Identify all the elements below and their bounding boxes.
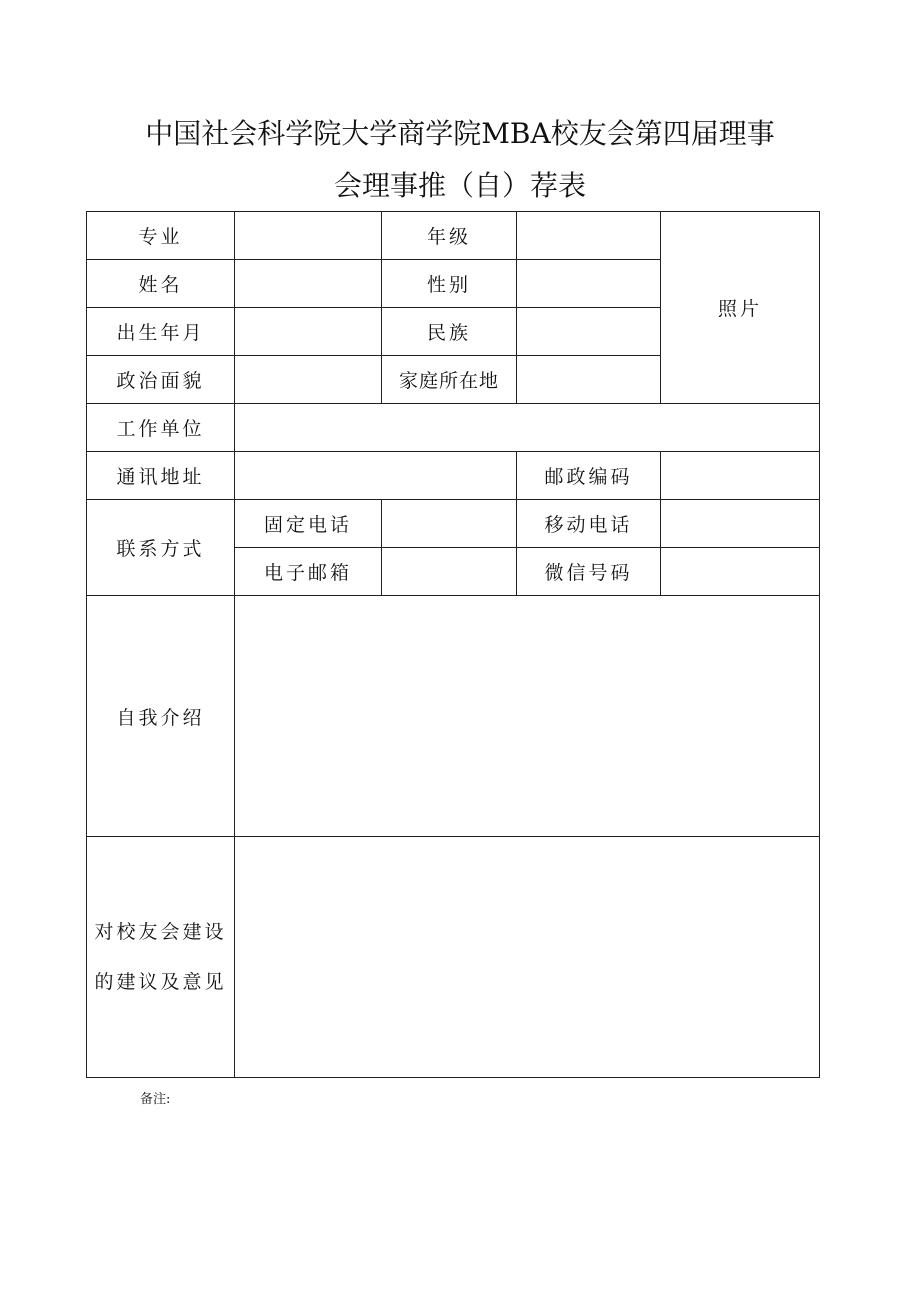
birth-field[interactable] — [235, 308, 382, 356]
gender-label: 性别 — [382, 260, 517, 308]
postcode-field[interactable] — [661, 452, 820, 500]
intro-label: 自我介绍 — [87, 596, 235, 837]
suggestion-label-line1: 对校友会建设 — [94, 921, 227, 943]
mobile-field[interactable] — [661, 500, 820, 548]
contact-label: 联系方式 — [87, 500, 235, 596]
name-label: 姓名 — [87, 260, 235, 308]
major-label: 专业 — [87, 212, 235, 260]
home-field[interactable] — [517, 356, 661, 404]
form-title-line1: 中国社会科学院大学商学院MBA校友会第四届理事 — [145, 117, 775, 150]
landline-label: 固定电话 — [235, 500, 382, 548]
postcode-label: 邮政编码 — [517, 452, 661, 500]
political-field[interactable] — [235, 356, 382, 404]
name-field[interactable] — [235, 260, 382, 308]
employer-field[interactable] — [235, 404, 820, 452]
email-field[interactable] — [382, 548, 517, 596]
recommendation-form-table — [86, 211, 820, 1078]
ethnicity-field[interactable] — [517, 308, 661, 356]
form-title-line2: 会理事推（自）荐表 — [333, 169, 586, 202]
mobile-label: 移动电话 — [517, 500, 661, 548]
ethnicity-label: 民族 — [382, 308, 517, 356]
suggestion-label — [87, 837, 235, 1078]
address-label: 通讯地址 — [87, 452, 235, 500]
major-field[interactable] — [235, 212, 382, 260]
employer-label: 工作单位 — [87, 404, 235, 452]
email-label: 电子邮箱 — [235, 548, 382, 596]
political-label: 政治面貌 — [87, 356, 235, 404]
home-label: 家庭所在地 — [382, 356, 517, 404]
remarks-note: 备注: — [140, 1092, 171, 1107]
gender-field[interactable] — [517, 260, 661, 308]
intro-field[interactable] — [235, 596, 820, 837]
grade-field[interactable] — [517, 212, 661, 260]
grade-label: 年级 — [382, 212, 517, 260]
address-field[interactable] — [235, 452, 517, 500]
wechat-field[interactable] — [661, 548, 820, 596]
landline-field[interactable] — [382, 500, 517, 548]
wechat-label: 微信号码 — [517, 548, 661, 596]
suggestion-label-line2: 的建议及意见 — [94, 971, 227, 993]
photo-box[interactable]: 照片 — [661, 212, 820, 404]
suggestion-field[interactable] — [235, 837, 820, 1078]
birth-label: 出生年月 — [87, 308, 235, 356]
